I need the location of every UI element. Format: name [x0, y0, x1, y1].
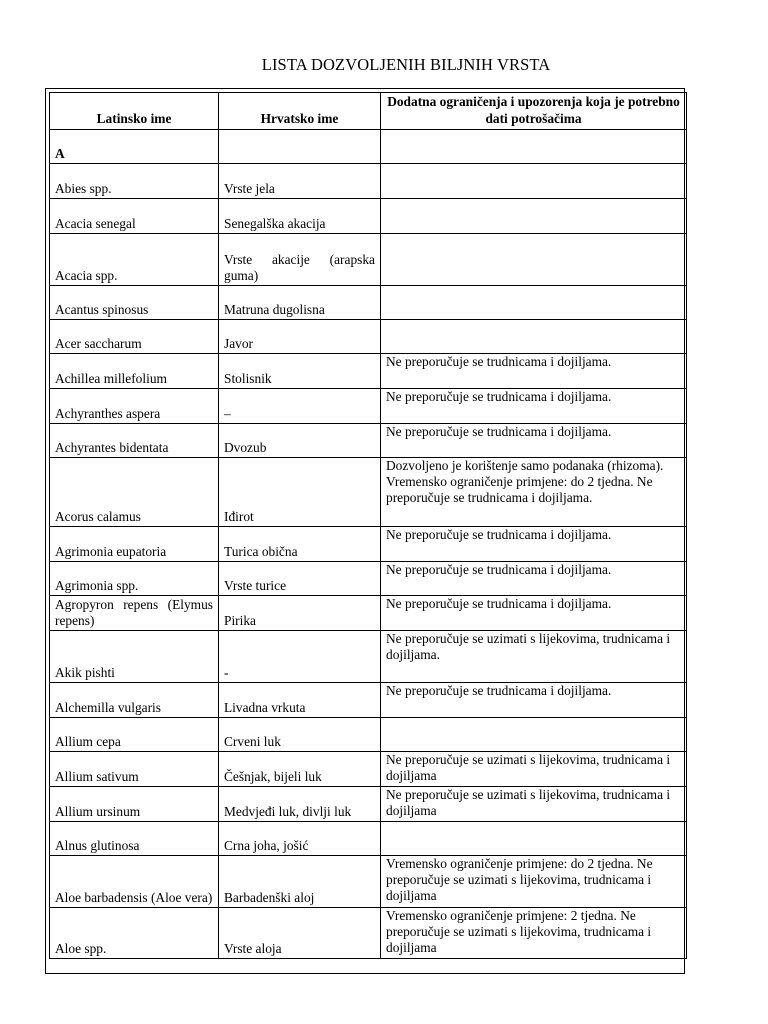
cell-notes — [381, 718, 687, 752]
cell-latin: Allium sativum — [50, 752, 219, 787]
cell-notes: Ne preporučuje se trudnicama i dojiljama. — [381, 596, 687, 631]
table-row — [50, 458, 687, 527]
cell-latin: Agrimonia spp. — [50, 562, 219, 596]
cell-croatian: Livadna vrkuta — [219, 683, 381, 718]
cell-latin: Aloe spp. — [50, 908, 219, 959]
cell-latin: Aloe barbadensis (Aloe vera) — [50, 856, 219, 908]
cell-latin: Achyranthes aspera — [50, 389, 219, 424]
cell-latin: Abies spp. — [50, 164, 219, 199]
cell-notes — [381, 822, 687, 856]
table-row — [50, 718, 687, 752]
cell-notes: Ne preporučuje se trudnicama i dojiljama. — [381, 389, 687, 424]
cell-notes: Vremensko ograničenje primjene: 2 tjedna. Ne preporučuje se uzimati s lijekovima, trudnicama i dojiljama — [381, 908, 687, 959]
cell-latin: Acacia senegal — [50, 199, 219, 234]
cell-latin: Alnus glutinosa — [50, 822, 219, 856]
cell-croatian: Barbadenški aloj — [219, 856, 381, 908]
cell-notes: Dozvoljeno je korištenje samo podanaka (rhizoma). Vremensko ograničenje primjene: do 2 tjedna. Ne preporučuje se trudnicama i dojiljama. — [381, 458, 687, 527]
table-row — [50, 389, 687, 424]
cell-croatian: - — [219, 631, 381, 683]
cell-latin: Alchemilla vulgaris — [50, 683, 219, 718]
cell-notes: Ne preporučuje se trudnicama i dojiljama. — [381, 683, 687, 718]
cell-croatian: Crveni luk — [219, 718, 381, 752]
cell-croatian: Medvjeđi luk, divlji luk — [219, 787, 381, 822]
cell-latin: Achyrantes bidentata — [50, 424, 219, 458]
cell-notes — [381, 286, 687, 320]
table-row — [50, 752, 687, 787]
cell-latin: Acorus calamus — [50, 458, 219, 527]
table-row — [50, 787, 687, 822]
header-notes: Dodatna ograničenja i upozorenja koja je potrebno dati potrošačima — [381, 93, 687, 130]
table-row — [50, 527, 687, 562]
cell-croatian: Vrste aloja — [219, 908, 381, 959]
cell-notes: Ne preporučuje se uzimati s lijekovima, trudnicama i dojiljama — [381, 752, 687, 787]
cell-notes: Vremensko ograničenje primjene: do 2 tjedna. Ne preporučuje se uzimati s lijekovima, trudnicama i dojiljama — [381, 856, 687, 908]
table-row — [50, 320, 687, 354]
cell-latin: Acacia spp. — [50, 234, 219, 286]
cell-notes — [381, 164, 687, 199]
cell-latin: Achillea millefolium — [50, 354, 219, 389]
cell-croatian: Češnjak, bijeli luk — [219, 752, 381, 787]
cell-notes: Ne preporučuje se uzimati s lijekovima, trudnicama i dojiljama. — [381, 631, 687, 683]
header-latin: Latinsko ime — [50, 93, 219, 130]
cell-notes: Ne preporučuje se uzimati s lijekovima, trudnicama i dojiljama — [381, 787, 687, 822]
herb-table — [49, 92, 687, 959]
cell-notes: Ne preporučuje se trudnicama i dojiljama. — [381, 424, 687, 458]
section-row — [50, 130, 687, 164]
cell-notes: Ne preporučuje se trudnicama i dojiljama. — [381, 562, 687, 596]
cell-croatian: Matruna dugolisna — [219, 286, 381, 320]
cell-croatian: Pirika — [219, 596, 381, 631]
cell-latin: Allium ursinum — [50, 787, 219, 822]
cell-croatian: Turica obična — [219, 527, 381, 562]
cell-notes: Ne preporučuje se trudnicama i dojiljama. — [381, 527, 687, 562]
cell-latin: Akik pishti — [50, 631, 219, 683]
table-row — [50, 822, 687, 856]
table-row — [50, 424, 687, 458]
table-row — [50, 631, 687, 683]
cell-latin: Acer saccharum — [50, 320, 219, 354]
cell-notes — [381, 320, 687, 354]
table-row — [50, 164, 687, 199]
section-letter: A — [50, 130, 219, 164]
table-row — [50, 683, 687, 718]
cell-croatian: Vrste akacije (arapska guma) — [219, 234, 381, 286]
cell-notes: Ne preporučuje se trudnicama i dojiljama. — [381, 354, 687, 389]
table-row — [50, 562, 687, 596]
cell-latin: Acantus spinosus — [50, 286, 219, 320]
table-row — [50, 856, 687, 908]
cell-croatian: Vrste jela — [219, 164, 381, 199]
cell-notes — [381, 199, 687, 234]
header-row — [50, 93, 687, 130]
table-row — [50, 234, 687, 286]
cell-croatian: Crna joha, jošić — [219, 822, 381, 856]
header-croatian: Hrvatsko ime — [219, 93, 381, 130]
cell-latin: Agropyron repens (Elymus repens) — [50, 596, 219, 631]
table-row — [50, 596, 687, 631]
cell-croatian: Vrste turice — [219, 562, 381, 596]
page-title: LISTA DOZVOLJENIH BILJNIH VRSTA — [261, 55, 551, 74]
cell-latin: Allium cepa — [50, 718, 219, 752]
cell-croatian: Stolisnik — [219, 354, 381, 389]
cell-croatian: Senegalška akacija — [219, 199, 381, 234]
cell-latin: Agrimonia eupatoria — [50, 527, 219, 562]
table-row — [50, 354, 687, 389]
cell-croatian: Dvozub — [219, 424, 381, 458]
cell-croatian: Javor — [219, 320, 381, 354]
table-row — [50, 908, 687, 959]
cell-croatian: – — [219, 389, 381, 424]
table-row — [50, 199, 687, 234]
table-row — [50, 286, 687, 320]
cell-notes — [381, 234, 687, 286]
cell-croatian: Iđirot — [219, 458, 381, 527]
